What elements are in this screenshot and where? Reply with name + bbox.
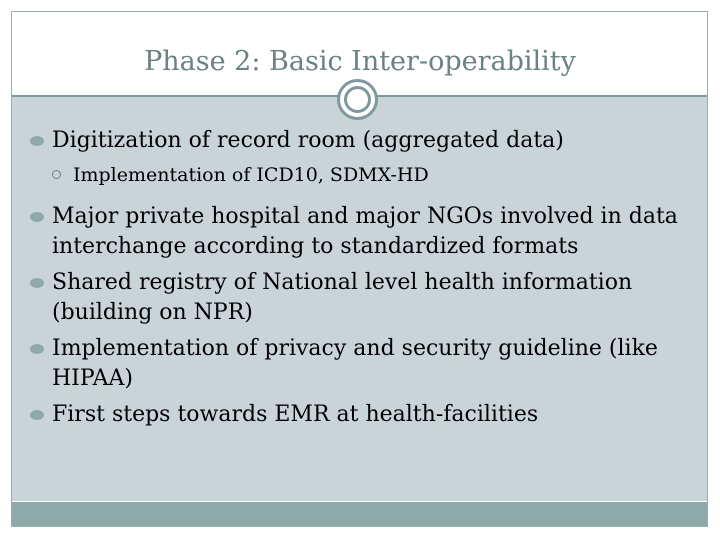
- sub-bullet-text: Implementation of ICD10, SDMX-HD: [73, 164, 429, 186]
- slide-frame: [11, 11, 708, 527]
- bullet-text: Implementation of privacy and security guideline (like HIPAA): [52, 336, 658, 391]
- bullet-text: First steps towards EMR at health-facilities: [52, 402, 539, 427]
- bullet-text: Digitization of record room (aggregated data): [52, 128, 564, 153]
- bullet-text: Major private hospital and major NGOs involved in data interchange according to standardized formats: [52, 204, 678, 259]
- slide-title: Phase 2: Basic Inter-operability: [144, 46, 576, 77]
- bullet-text: Shared registry of National level health information (building on NPR): [52, 270, 633, 325]
